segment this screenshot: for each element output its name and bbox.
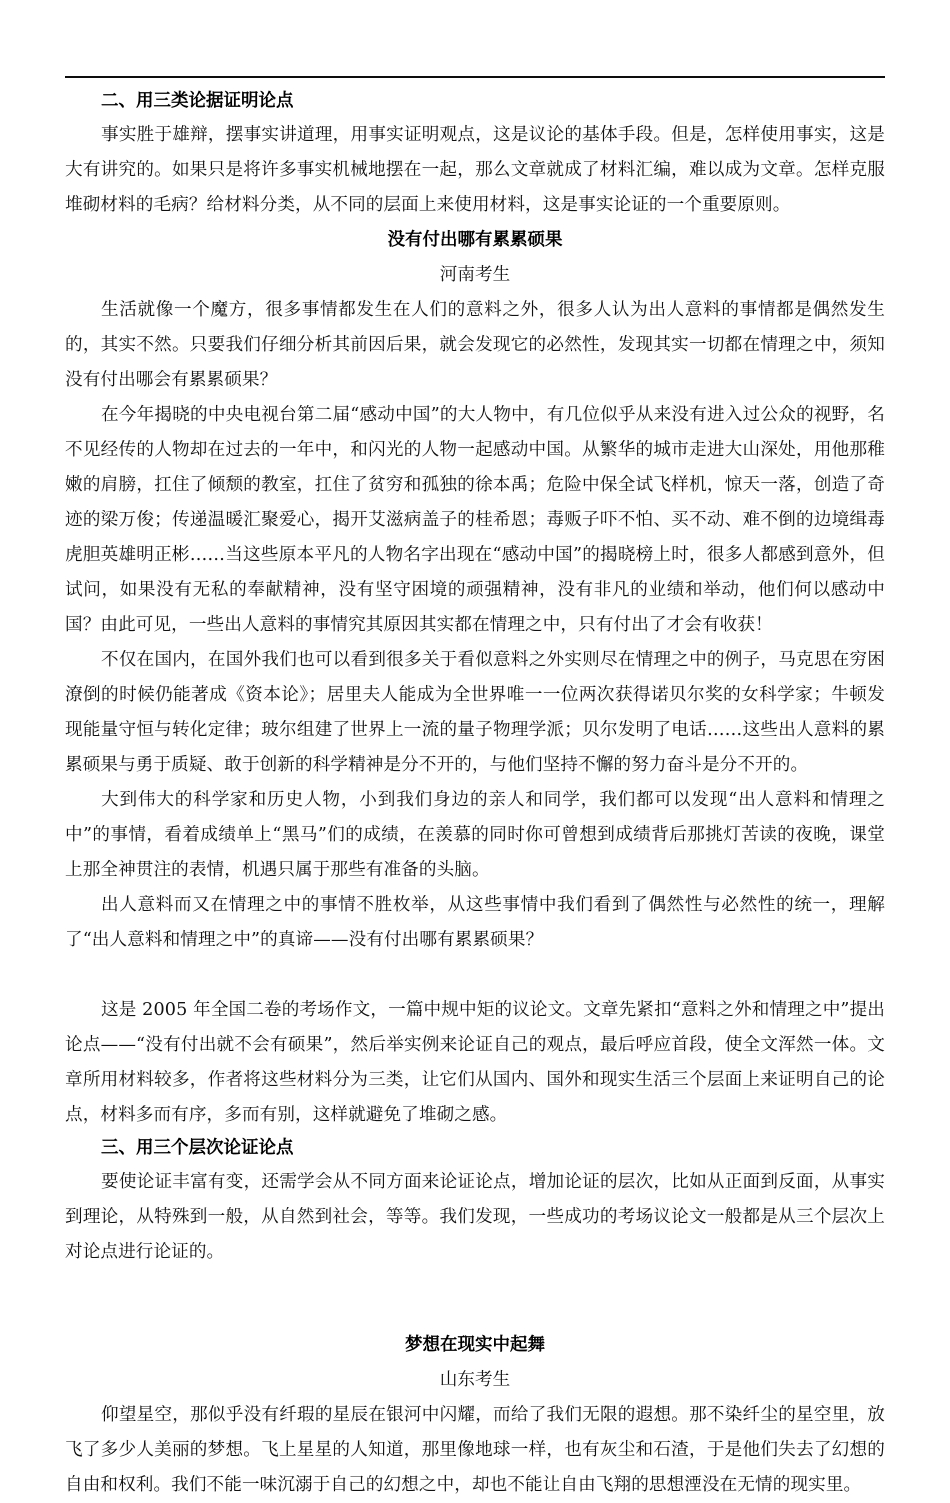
essay-one-title: 没有付出哪有累累硕果 bbox=[387, 230, 563, 250]
essay-one-paragraph-1: 生活就像一个魔方，很多事情都发生在人们的意料之外，很多人认为出人意料的事情都是偶然发生的，其实不然。只要我们仔细分析其前因后果，就会发现它的必然性，发现其实一切都在情理之中，须知没有付出哪会有累累硕果？ bbox=[65, 300, 885, 390]
section-heading-two: 二、用三类论据证明论点 bbox=[101, 91, 294, 111]
essay-two-author: 山东考生 bbox=[439, 1370, 511, 1390]
essay-one-paragraph-2: 在今年揭晓的中央电视台第二届“感动中国”的大人物中，有几位似乎从来没有进入过公众的视野，名不见经传的人物却在过去的一年中，和闪光的人物一起感动中国。从繁华的城市走进大山深处，用他那稚嫩的肩膀，扛住了倾颓的教室，扛住了贫穷和孤独的徐本禹；危险中保全试飞样机，惊天一落，创造了奇迹的梁万俊；传递温暖汇聚爱心，揭开艾滋病盖子的桂希恩；毒贩子吓不怕、买不动、难不倒的边境缉毒虎胆英雄明正彬……当这些原本平凡的人物名字出现在“感动中国”的揭晓榜上时，很多人都感到意外，但试问，如果没有无私的奉献精神，没有坚守困境的顽强精神，没有非凡的业绩和举动，他们何以感动中国？由此可见，一些出人意料的事情究其原因其实都在情理之中，只有付出了才会有收获！ bbox=[65, 405, 885, 635]
paragraph-spacer-two bbox=[65, 1270, 885, 1328]
document-content bbox=[65, 76, 885, 1503]
essay-one-paragraph-5: 出人意料而又在情理之中的事情不胜枚举，从这些事情中我们看到了偶然性与必然性的统一，理解了“出人意料和情理之中”的真谛——没有付出哪有累累硕果？ bbox=[65, 895, 885, 950]
header-divider-rule bbox=[65, 76, 885, 78]
essay-two-title: 梦想在现实中起舞 bbox=[405, 1335, 545, 1355]
essay-one-author: 河南考生 bbox=[439, 265, 511, 285]
section-three-paragraph: 要使论证丰富有变，还需学会从不同方面来论证论点，增加论证的层次，比如从正面到反面，从事实到理论，从特殊到一般，从自然到社会，等等。我们发现，一些成功的考场议论文一般都是从三个层次上对论点进行论证的。 bbox=[65, 1172, 885, 1262]
essay-one-paragraph-4: 大到伟大的科学家和历史人物，小到我们身边的亲人和同学，我们都可以发现“出人意料和情理之中”的事情，看着成绩单上“黑马”们的成绩，在羡慕的同时你可曾想到成绩背后那挑灯苦读的夜晚，课堂上那全神贯注的表情，机遇只属于那些有准备的头脑。 bbox=[65, 790, 885, 880]
intro-paragraph: 事实胜于雄辩，摆事实讲道理，用事实证明观点，这是议论的基体手段。但是，怎样使用事实，这是大有讲究的。如果只是将许多事实机械地摆在一起，那么文章就成了材料汇编，难以成为文章。怎样克服堆砌材料的毛病？给材料分类，从不同的层面上来使用材料，这是事实论证的一个重要原则。 bbox=[65, 125, 885, 215]
paragraph-spacer-one bbox=[65, 958, 885, 993]
essay-two-paragraph-1: 仰望星空，那似乎没有纤瑕的星辰在银河中闪耀，而给了我们无限的遐想。那不染纤尘的星空里，放飞了多少人美丽的梦想。飞上星星的人知道，那里像地球一样，也有灰尘和石渣，于是他们失去了幻想的自由和权利。我们不能一味沉溺于自己的幻想之中，却也不能让自由飞翔的思想湮没在无情的现实里。 bbox=[65, 1405, 885, 1495]
section-heading-three: 三、用三个层次论证论点 bbox=[101, 1138, 294, 1158]
essay-one-paragraph-3: 不仅在国内，在国外我们也可以看到很多关于看似意料之外实则尽在情理之中的例子，马克思在穷困潦倒的时候仍能著成《资本论》；居里夫人能成为全世界唯一一位两次获得诺贝尔奖的女科学家；牛顿发现能量守恒与转化定律；玻尔组建了世界上一流的量子物理学派；贝尔发明了电话……这些出人意料的累累硕果与勇于质疑、敢于创新的科学精神是分不开的，与他们坚持不懈的努力奋斗是分不开的。 bbox=[65, 650, 885, 775]
commentary-paragraph: 这是 2005 年全国二卷的考场作文，一篇中规中矩的议论文。文章先紧扣“意料之外和情理之中”提出论点——“没有付出就不会有硕果”，然后举实例来论证自己的观点，最后呼应首段，使全文浑然一体。文章所用材料较多，作者将这些材料分为三类，让它们从国内、国外和现实生活三个层面上来证明自己的论点，材料多而有序，多而有别，这样就避免了堆砌之感。 bbox=[65, 1000, 885, 1125]
